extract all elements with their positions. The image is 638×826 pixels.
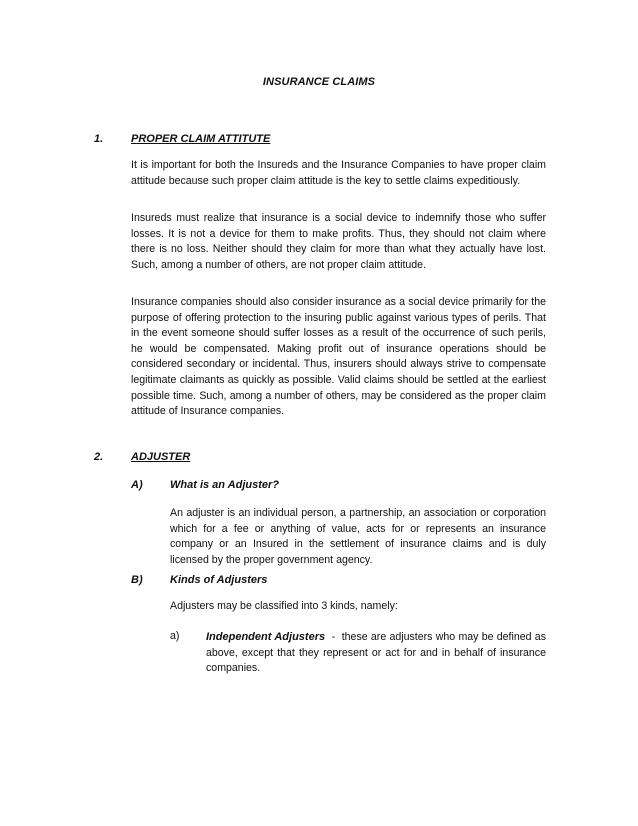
- item-a-separator: -: [325, 631, 342, 643]
- item-a-term: Independent Adjusters: [206, 631, 326, 643]
- item-a-paragraph: [206, 630, 546, 677]
- section-2-number: 2.: [94, 451, 104, 463]
- subsection-b-heading: Kinds of Adjusters: [170, 574, 268, 586]
- subsection-a-letter: A): [131, 479, 143, 491]
- subsection-b-letter: B): [131, 574, 143, 586]
- subsection-b-paragraph: Adjusters may be classified into 3 kinds, namely:: [170, 600, 398, 612]
- section-2-heading: ADJUSTER: [131, 451, 191, 463]
- section-1-paragraph-2: Insureds must realize that insurance is a social device to indemnify those who suffer losses. It is not a device for them to make profits. Thus, they should not claim where there is no loss. Neither should they claim for more than what they actually have lost. Such, among a number of others, are not proper claim attitude.: [131, 212, 546, 271]
- item-a-text: these are adjusters who may be defined as above, except that they represent or act for and in behalf of insurance companies.: [206, 631, 546, 675]
- subsection-a-paragraph: An adjuster is an individual person, a partnership, an association or corporation which for a fee or anything of value, acts for or represents an insurance company or an Insured in the settlement of insurance claims and is duly licensed by the proper government agency.: [170, 507, 546, 566]
- document-title: INSURANCE CLAIMS: [262, 76, 376, 88]
- section-1-paragraph-1: It is important for both the Insureds and the Insurance Companies to have proper claim attitude because such proper claim attitude is the key to settle claims expeditiously.: [131, 159, 546, 187]
- subsection-a-heading: What is an Adjuster?: [170, 479, 279, 491]
- item-a-letter: a): [170, 630, 180, 642]
- section-1-number: 1.: [94, 133, 104, 145]
- section-1-paragraph-3: Insurance companies should also consider insurance as a social device primarily for the purpose of offering protection to the insuring public against various types of perils. That in the event someone should suffer losses as a result of the occurrence of such perils, he would be compensated. Making profit out of insurance operations should be considered secondary or incidental. Thus, insurers should always strive to compensate legitimate claimants as quickly as possible. Valid claims should be settled at the earliest possible time. Such, among a number of others, may be considered as the proper claim attitude of Insurance companies.: [131, 296, 546, 418]
- section-1-heading: PROPER CLAIM ATTITUTE: [131, 133, 271, 145]
